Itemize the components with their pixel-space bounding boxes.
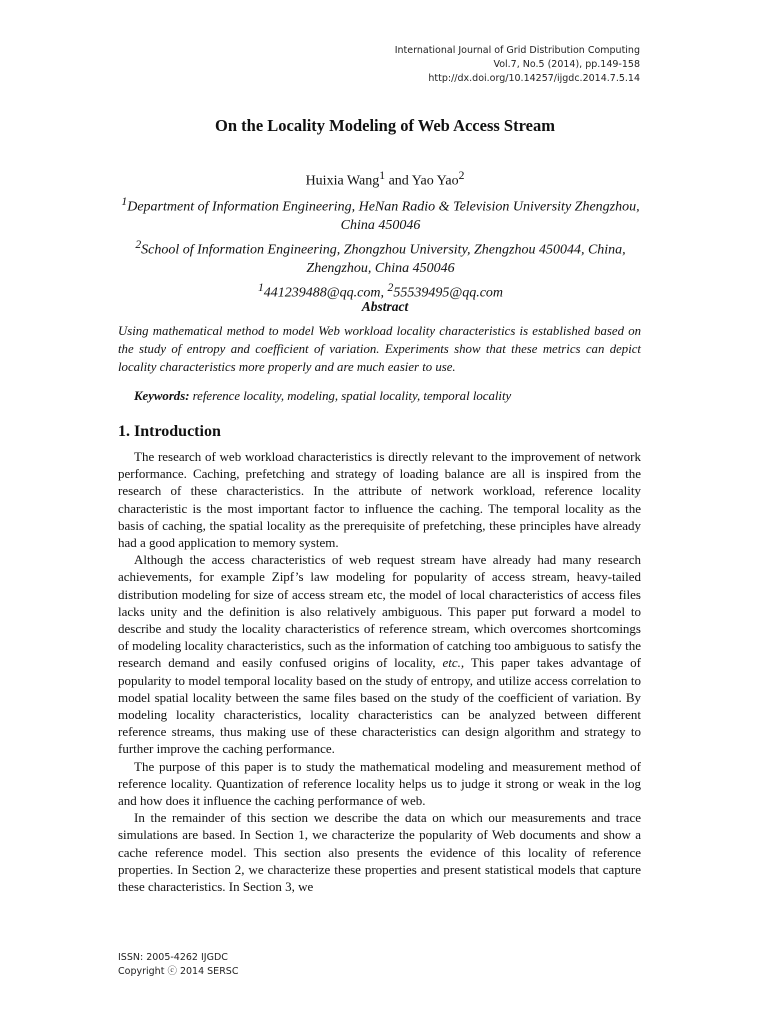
email-superscript: 1 — [257, 280, 264, 294]
abstract-heading: Abstract — [361, 299, 409, 314]
email-superscript: 2 — [387, 280, 394, 294]
affiliation-1 — [118, 193, 643, 236]
paragraph-text: Although the access characteristics of web request stream have already had many research achievements, for example Zipf’s law modeling for popularity of access stream, heavy-tailed distribution modeling for size of access stream etc, the model of local characteristics of access files lacks unity and the definition is also relatively ambiguous. This paper put forward a model to describe and study the locality characteristics of reference stream, which overcomes shortcomings of modeling locality characteristics, such as the information of catching too ambiguous to satisfy the research demand and easily confused origins of locality, — [118, 552, 641, 671]
volume-info: Vol.7, No.5 (2014), pp.149-158 — [493, 59, 640, 70]
email-address[interactable]: 441239488@qq.com, — [263, 285, 388, 301]
affiliation-2 — [118, 236, 643, 279]
page-footer — [118, 951, 238, 979]
paragraph: The purpose of this paper is to study the mathematical modeling and measurement method of reference locality. Quantization of reference locality helps us to judge it strong or weak in the log and how does it influence the caching performance of web. — [118, 758, 641, 809]
author-name: Huixia Wang — [305, 173, 380, 189]
author-superscript: 1 — [379, 169, 386, 182]
paragraph — [118, 551, 641, 757]
abstract-text: Using mathematical method to model Web workload locality characteristics is established based on the study of entropy and coefficient of variation. Experiments show that these metrics can depict locality characteristics more properly and are much easier to use. — [118, 324, 641, 374]
author-name: Yao Yao — [411, 173, 459, 189]
author-superscript: 2 — [458, 169, 465, 182]
keywords-label: Keywords: — [134, 389, 190, 403]
paragraph: In the remainder of this section we describe the data on which our measurements and trace simulations are based. In Section 1, we characterize the popularity of Web documents and show a cache reference model. This section also presents the evidence of this locality of reference properties. In Section 2, we characterize these properties and present statistical models that capture these characteristics. In Section 3, we — [118, 810, 641, 895]
section-heading: 1. Introduction — [118, 423, 221, 440]
running-header — [395, 44, 640, 86]
paper-title: On the Locality Modeling of Web Access Stream — [215, 116, 555, 135]
author-connector: and — [385, 173, 412, 189]
keywords-line — [134, 389, 641, 404]
paragraph-text: This paper takes advantage of popularity to model temporal locality based on the study of entropy, and utilize access correlation to model spatial locality between the same files based on the study of the coefficient of variation. By modeling locality characteristics, locality characteristics can be analyzed between different reference streams, thus making use of these characteristics can design algorithm and strategy to further improve the caching performance. — [118, 655, 641, 757]
affiliation-text: School of Information Engineering, Zhongzhou University, Zhengzhou 450044, China, Zhengzhou, China 450046 — [141, 242, 626, 277]
author-line — [0, 169, 770, 190]
issn-text: ISSN: 2005-4262 IJGDC — [118, 952, 228, 963]
email-address[interactable]: 55539495@qq.com — [393, 285, 504, 301]
affiliation-superscript: 1 — [121, 195, 128, 208]
affiliation-text: Department of Information Engineering, HeNan Radio & Television University Zhengzhou, China 450046 — [127, 199, 640, 234]
section-body — [118, 448, 641, 895]
paragraph-italic: etc., — [442, 655, 465, 671]
keywords-text: reference locality, modeling, spatial locality, temporal locality — [189, 389, 512, 403]
doi-link[interactable]: http://dx.doi.org/10.14257/ijgdc.2014.7.5.14 — [428, 73, 640, 84]
copyright-text: Copyright ⓒ 2014 SERSC — [118, 966, 239, 977]
journal-name: International Journal of Grid Distribution Computing — [394, 45, 640, 56]
paragraph: The research of web workload characteristics is directly relevant to the improvement of network performance. Caching, prefetching and strategy of loading balance are all is inspired from the research of these characteristics. In the attribute of network workload, reference locality characteristic is the most important factor to influence the caching. The temporal locality as the basis of caching, the spatial locality as the prerequisite of prefetching, these principles have already had a good application to memory system. — [118, 449, 641, 551]
affiliation-superscript: 2 — [135, 237, 142, 251]
affiliations — [118, 193, 643, 303]
